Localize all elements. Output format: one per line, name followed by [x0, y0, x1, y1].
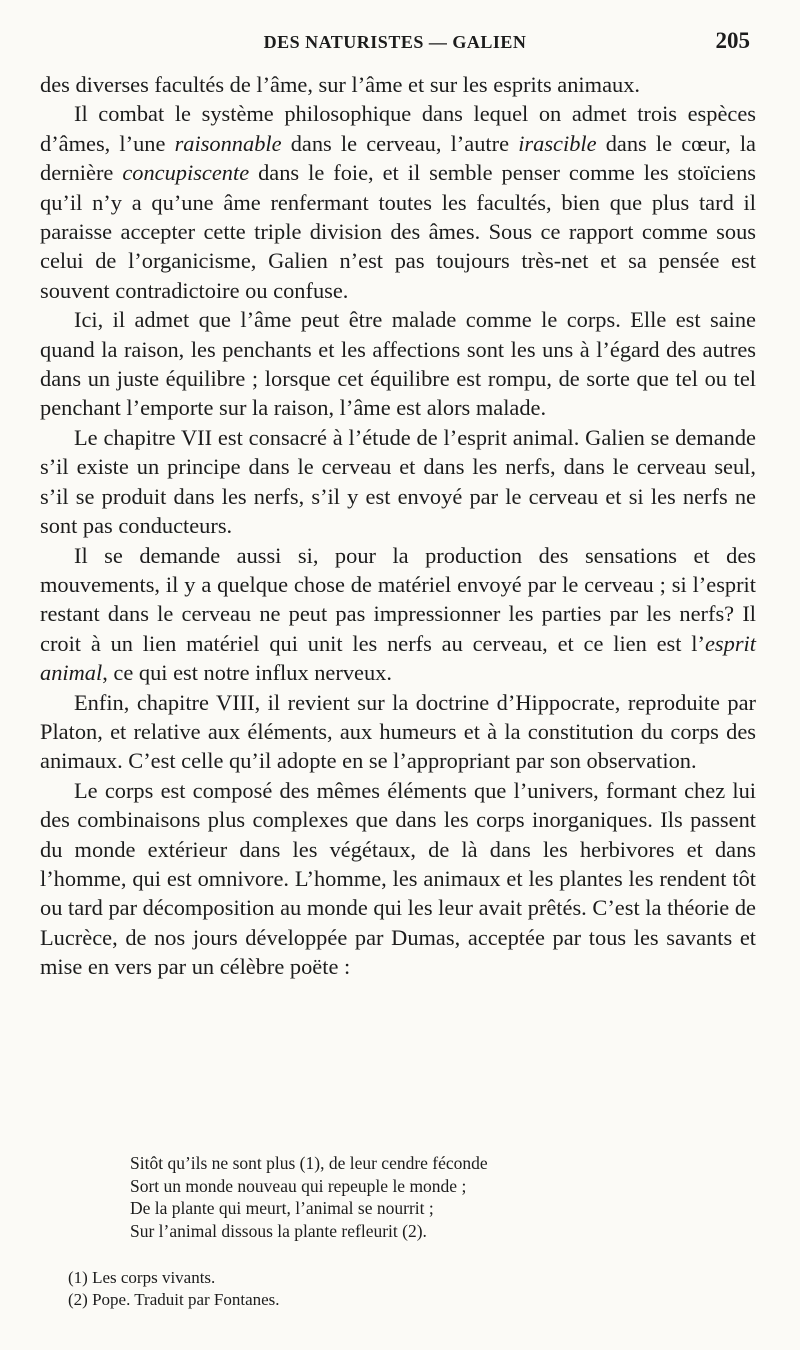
footnote: (2) Pope. Traduit par Fontanes. — [68, 1290, 280, 1309]
running-head — [40, 28, 750, 62]
text-run: Le corps est composé des mêmes éléments que l’univers, formant chez lui des combinaisons plus complexes que dans les corps inorganiques. Ils passent du monde extérieur dans les végétaux, de là dans les herbivores et dans l’homme, qui est omnivore. L’homme, les animaux et les plantes les rendent tôt ou tard par décomposition au monde qui les leur avait prêtés. C’est la théorie de Lucrèce, de nos jours développée par Dumas, acceptée par tous les savants et mise en vers par un célèbre poëte : — [40, 777, 756, 980]
verse-quote — [130, 1152, 690, 1242]
text-run: Il se demande aussi si, pour la production des sensations et des mouvements, il y a quelque chose de matériel envoyé par le cerveau ; si l’esprit restant dans le cerveau ne peut pas impressionner les parties par les nerfs? Il croit à un lien matériel qui unit les nerfs au cerveau, et ce lien est l’ — [40, 542, 756, 656]
body-text — [40, 70, 756, 982]
text-run: dans le foie, et il semble penser comme les stoïciens qu’il n’y a qu’une âme renfermant toutes les facultés, bien que plus tard il paraisse accepter cette triple division des âmes. Sous ce rapport comme sous celui de l’organicisme, Galien n’est pas toujours très-net et sa pensée est souvent contradictoire ou confuse. — [40, 160, 756, 303]
paragraph — [40, 776, 756, 982]
paragraph — [40, 423, 756, 541]
text-run: Enfin, chapitre VIII, il revient sur la doctrine d’Hippocrate, reproduite par Platon, et relative aux éléments, aux humeurs et à la constitution du corps des animaux. C’est celle qu’il adopte en se l’appropriant par son observation. — [40, 689, 756, 774]
paragraph — [40, 688, 756, 776]
text-run: dans le cœur, la dernière — [40, 130, 756, 186]
italic-text: raisonnable — [174, 130, 282, 156]
verse-line: Sur l’animal dissous la plante refleurit (2). — [130, 1220, 427, 1241]
italic-text: irascible — [518, 130, 597, 156]
verse-line: De la plante qui meurt, l’animal se nourrit ; — [130, 1198, 434, 1218]
paragraph — [40, 305, 756, 423]
text-run: des diverses facultés de l’âme, sur l’âme et sur les esprits animaux. — [40, 72, 640, 97]
paragraph — [40, 70, 756, 99]
footnotes — [68, 1267, 668, 1311]
paragraph — [40, 99, 756, 305]
text-run: dans le cerveau, l’autre — [281, 130, 519, 156]
paragraph — [40, 541, 756, 688]
verse-line: Sitôt qu’ils ne sont plus (1), de leur cendre féconde — [130, 1153, 488, 1173]
page-number: 205 — [715, 28, 750, 53]
running-title: DES NATURISTES — GALIEN — [263, 32, 527, 52]
footnote: (1) Les corps vivants. — [68, 1268, 216, 1287]
text-run: Le chapitre VII est consacré à l’étude de l’esprit animal. Galien se demande s’il existe un principe dans le cerveau et dans les nerfs, dans le cerveau seul, s’il se produit dans les nerfs, s’il y est envoyé par le cerveau et si les nerfs ne sont pas conducteurs. — [40, 424, 756, 539]
italic-text: esprit animal — [40, 630, 756, 686]
text-run: , ce qui est notre influx nerveux. — [102, 660, 392, 686]
italic-text: concupiscente — [122, 160, 250, 186]
text-run: Il combat le système philosophique dans lequel on admet trois espèces d’âmes, l’une — [40, 101, 756, 156]
verse-line: Sort un monde nouveau qui repeuple le monde ; — [130, 1175, 467, 1196]
text-run: Ici, il admet que l’âme peut être malade comme le corps. Elle est saine quand la raison, les penchants et les affections sont les uns à l’égard des autres dans un juste équilibre ; lorsque cet équilibre est rompu, de sorte que tel ou tel penchant l’emporte sur la raison, l’âme est alors malade. — [40, 307, 756, 421]
